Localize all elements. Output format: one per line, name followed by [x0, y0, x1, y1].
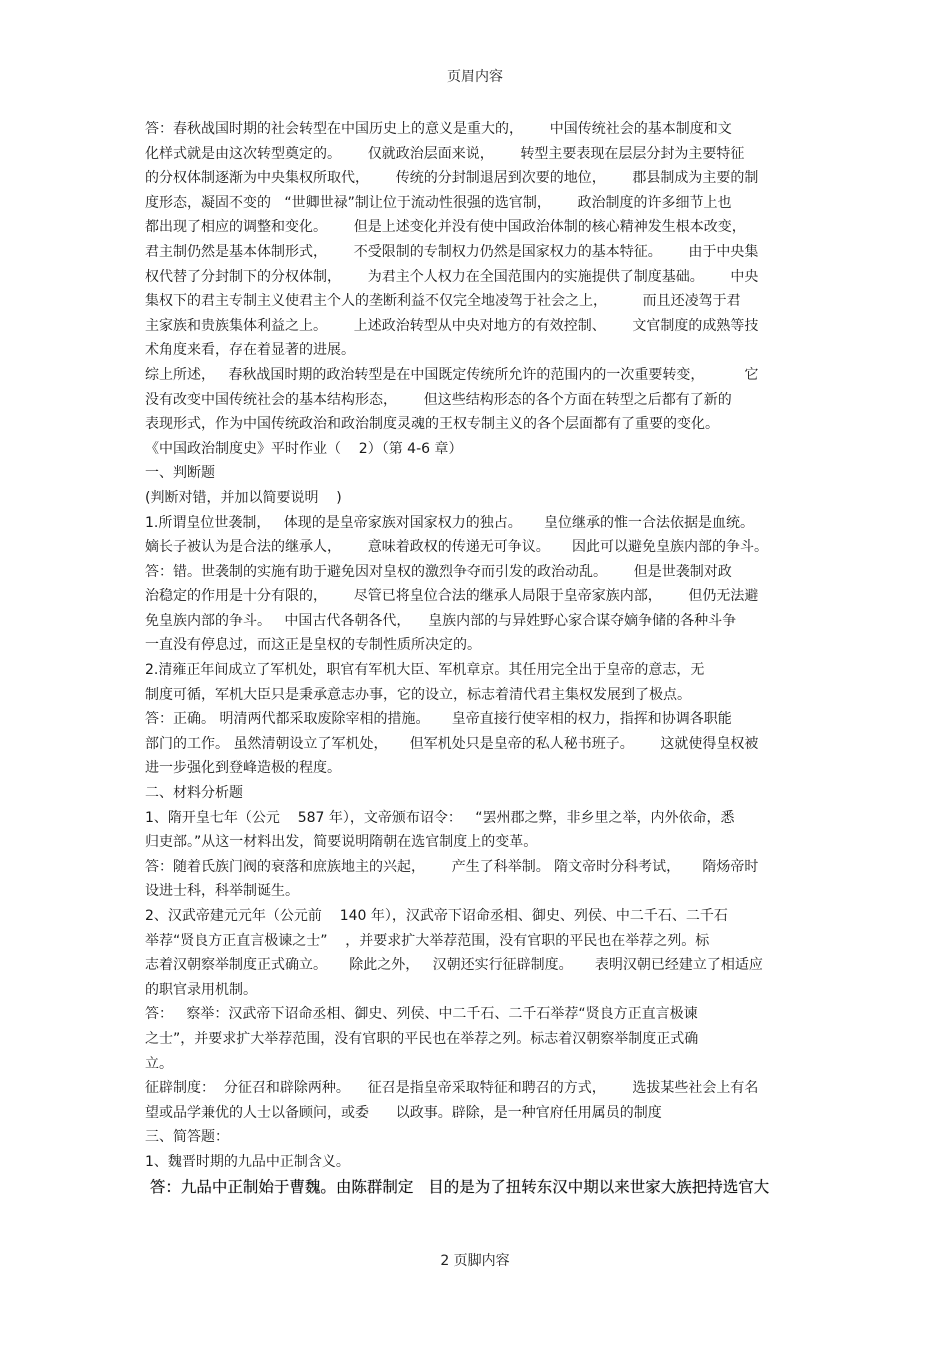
text-line: 之士”，并要求扩大举荐范围，没有官职的平民也在举荐之列。标志着汉朝察举制度正式确: [145, 1030, 699, 1047]
text-line: 的分权体制逐渐为中央集权所取代， 传统的分封制退居到次要的地位， 郡县制成为主要的制: [145, 170, 759, 187]
text-line: 二、材料分析题: [145, 785, 243, 802]
text-line: 集权下的君主专制主义使君主个人的垄断利益不仅完全地凌驾于社会之上， 而且还凌驾于君: [145, 293, 741, 310]
page-header: 页眉内容: [447, 69, 503, 85]
text-line: 答：随着氏族门阀的衰落和庶族地主的兴起， 产生了科举制。 隋文帝时分科考试， 隋炀帝时: [145, 858, 759, 875]
text-line: 望或品学兼优的人士以备顾问，或委 以政事。辟除，是一种官府任用属员的制度: [145, 1104, 662, 1121]
text-line: 1、魏晋时期的九品中正制含义。: [145, 1153, 350, 1170]
text-line: 化样式就是由这次转型奠定的。 仅就政治层面来说， 转型主要表现在层层分封为主要特征: [145, 145, 745, 162]
text-line: 归吏部。”从这一材料出发，简要说明隋朝在选官制度上的变革。: [145, 834, 538, 851]
text-line: 答：正确。 明清两代都采取废除宰相的措施。 皇帝直接行使宰相的权力，指挥和协调各职能: [145, 711, 732, 728]
text-line: 都出现了相应的调整和变化。 但是上述变化并没有使中国政治体制的核心精神发生根本改变，: [145, 219, 746, 236]
text-line: 免皇族内部的争斗。 中国古代各朝各代， 皇族内部的与异姓野心家合谋夺嫡争储的各种斗争: [145, 612, 737, 629]
text-line: 三、简答题：: [145, 1129, 229, 1146]
text-line: (判断对错，并加以简要说明 ): [145, 489, 342, 506]
text-line: 征辟制度： 分征召和辟除两种。 征召是指皇帝采取特征和聘召的方式， 选拔某些社会上有名: [145, 1080, 759, 1097]
text-line: 立。: [145, 1055, 173, 1072]
text-line: 1.所谓皇位世袭制， 体现的是皇帝家族对国家权力的独占。 皇位继承的惟一合法依据是血统。: [145, 514, 754, 531]
text-line: 制度可循，军机大臣只是秉承意志办事，它的设立，标志着清代君主集权发展到了极点。: [145, 686, 691, 703]
text-line: 答：错。世袭制的实施有助于避免因对皇权的激烈争夺而引发的政治动乱。 但是世袭制对政: [145, 563, 732, 580]
document-body: [145, 117, 815, 1199]
text-line: 嫡长子被认为是合法的继承人， 意味着政权的传递无可争议。 因此可以避免皇族内部的争斗。: [145, 539, 768, 556]
text-line: 1、隋开皇七年（公元 587 年），文帝颁布诏令： “罢州郡之弊，非乡里之举，内外依命，悉: [145, 809, 735, 826]
text-line: 设进士科，科举制诞生。: [145, 883, 299, 900]
text-line: 举荐“贤良方正直言极谏之士” ，并要求扩大举荐范围，没有官职的平民也在举荐之列。标: [145, 932, 710, 949]
text-line: 2.清雍正年间成立了军机处，职官有军机大臣、军机章京。其任用完全出于皇帝的意志，无: [145, 662, 705, 679]
text-line: 进一步强化到登峰造极的程度。: [145, 760, 341, 777]
page-footer: 2 页脚内容: [440, 1253, 510, 1269]
text-line: 度形态，凝固不变的 “世卿世禄”制让位于流动性很强的选官制， 政治制度的许多细节上也: [145, 194, 732, 211]
text-line: 表现形式，作为中国传统政治和政治制度灵魂的王权专制主义的各个层面都有了重要的变化。: [145, 416, 719, 433]
text-line: 治稳定的作用是十分有限的， 尽管已将皇位合法的继承人局限于皇帝家族内部， 但仍无法避: [145, 588, 759, 605]
text-line: 综上所述， 春秋战国时期的政治转型是在中国既定传统所允许的范围内的一次重要转变， 它: [145, 366, 759, 383]
text-line: 答： 察举：汉武帝下诏命丞相、御史、列侯、中二千石、二千石举荐“贤良方正直言极谏: [145, 1006, 698, 1023]
text-line: 答：九品中正制始于曹魏。由陈群制定 目的是为了扭转东汉中期以来世家大族把持选官大: [145, 1177, 770, 1196]
text-line: 一、判断题: [145, 465, 215, 482]
text-line: 《中国政治制度史》平时作业（ 2）（第 4-6 章）: [145, 440, 463, 457]
text-line: 一直没有停息过，而这正是皇权的专制性质所决定的。: [145, 637, 481, 654]
text-line: 的职官录用机制。: [145, 981, 257, 998]
text-line: 主家族和贵族集体利益之上。 上述政治转型从中央对地方的有效控制、 文官制度的成熟等技: [145, 317, 759, 334]
text-line: 志着汉朝察举制度正式确立。 除此之外， 汉朝还实行征辟制度。 表明汉朝已经建立了相适应: [145, 957, 763, 974]
text-line: 没有改变中国传统社会的基本结构形态， 但这些结构形态的各个方面在转型之后都有了新的: [145, 391, 732, 408]
text-line: 答：春秋战国时期的社会转型在中国历史上的意义是重大的， 中国传统社会的基本制度和文: [145, 121, 732, 137]
text-line: 术角度来看，存在着显著的进展。: [145, 342, 355, 359]
text-line: 部门的工作。 虽然清朝设立了军机处， 但军机处只是皇帝的私人秘书班子。 这就使得皇权被: [145, 735, 759, 752]
text-line: 君主制仍然是基本体制形式， 不受限制的专制权力仍然是国家权力的基本特征。 由于中央集: [145, 243, 759, 260]
text-line: 2、汉武帝建元元年（公元前 140 年），汉武帝下诏命丞相、御史、列侯、中二千石、二千石: [145, 908, 728, 924]
text-line: 权代替了分封制下的分权体制， 为君主个人权力在全国范围内的实施提供了制度基础。 中央: [145, 268, 759, 285]
